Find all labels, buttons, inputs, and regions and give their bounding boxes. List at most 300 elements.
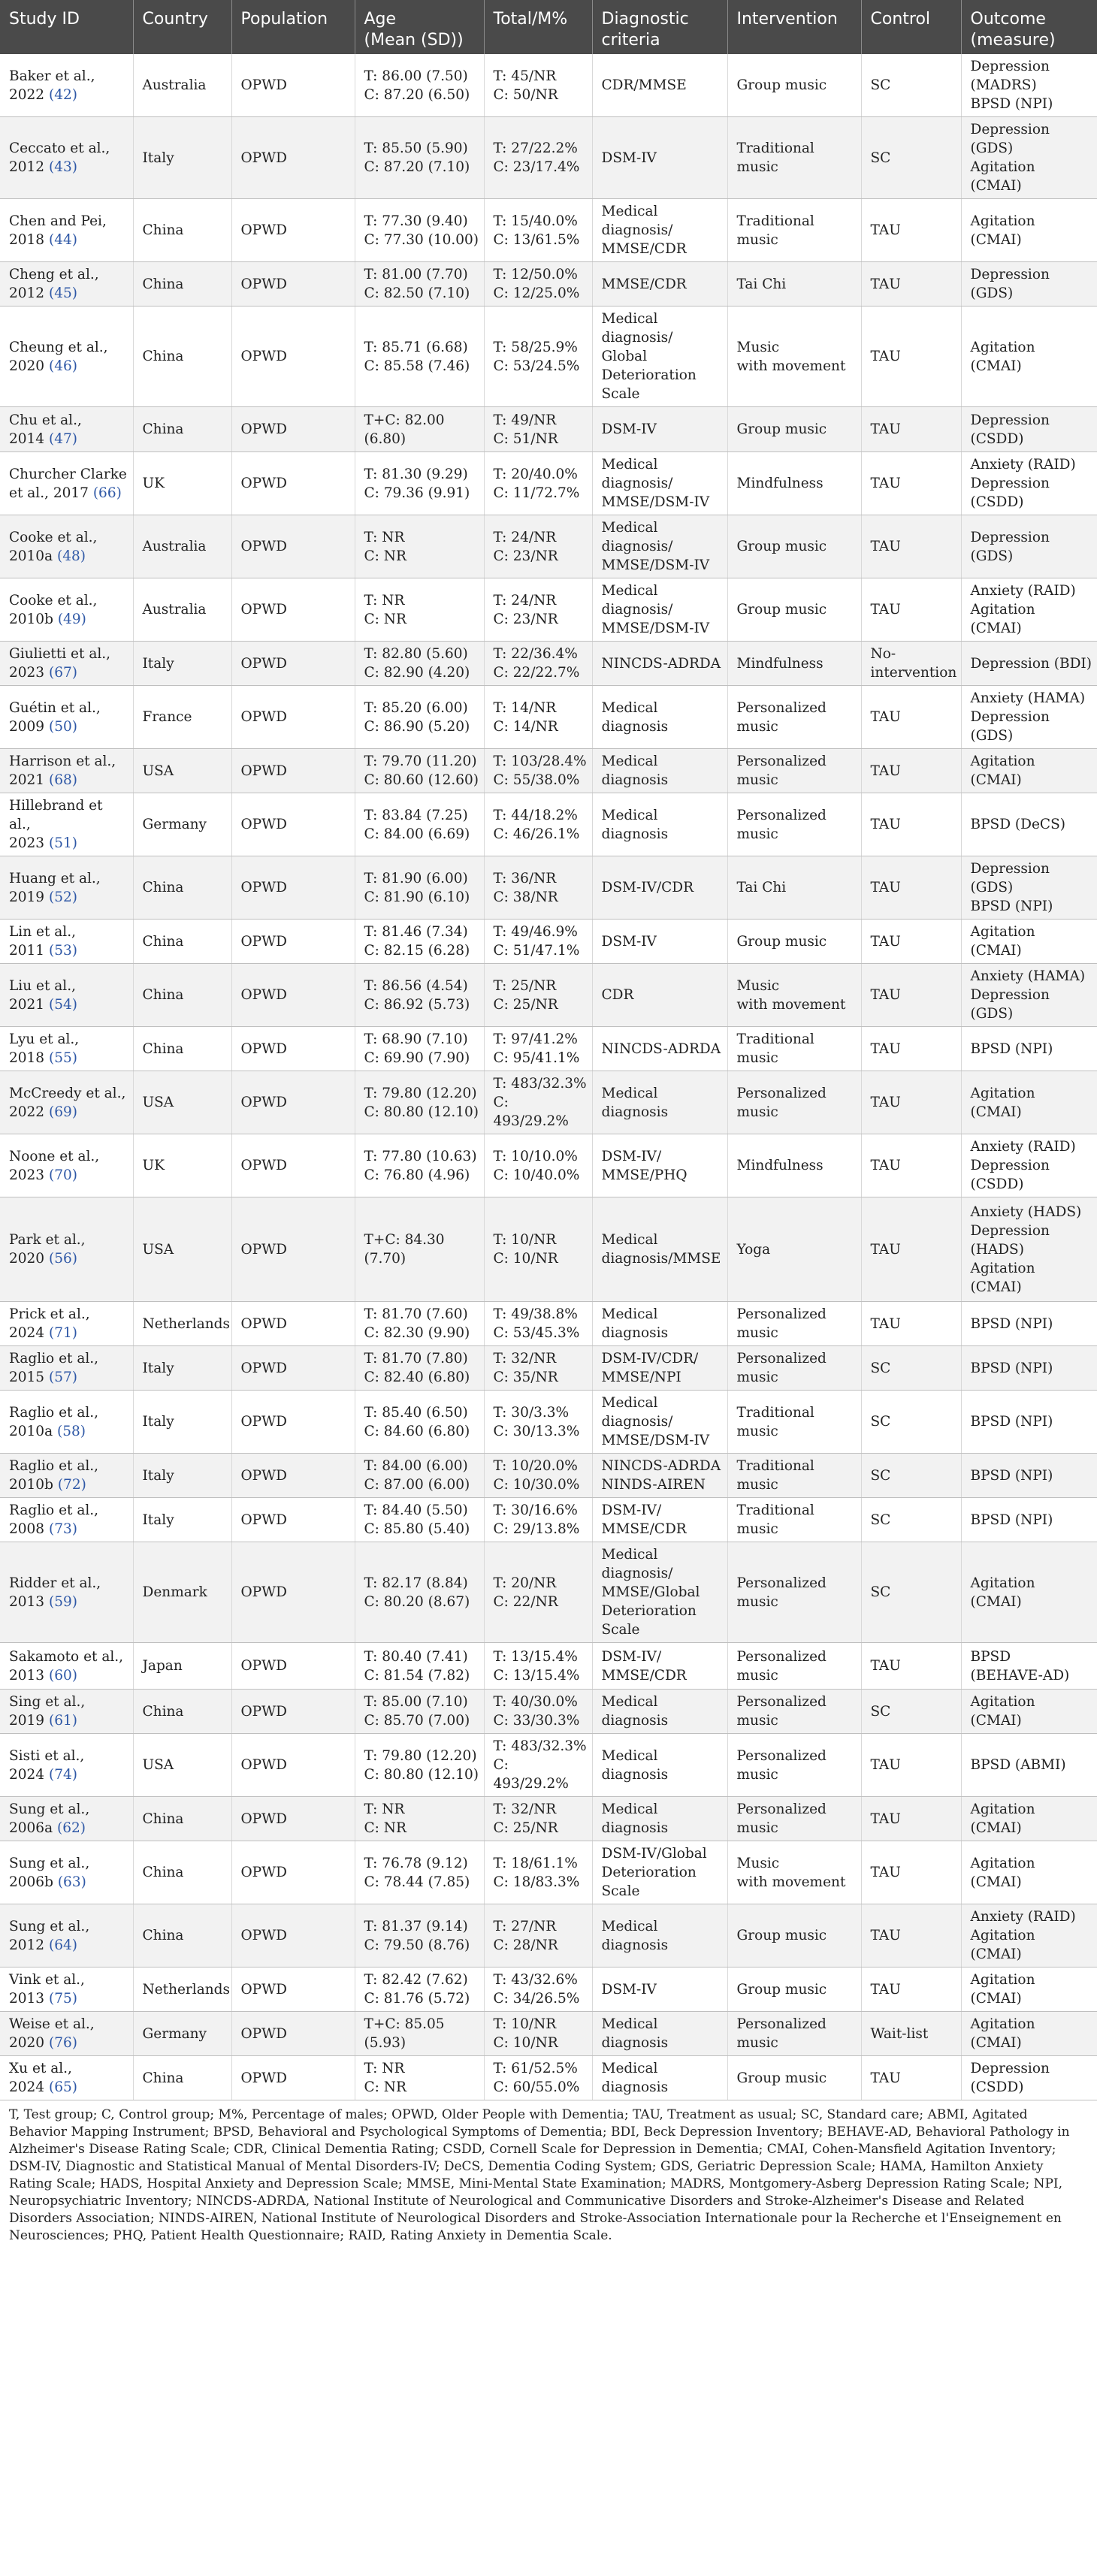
cell-population: OPWD — [231, 1797, 355, 1841]
cell-country: USA — [133, 1734, 231, 1797]
cell-intervention: Personalized music — [727, 1643, 861, 1690]
table-row — [0, 1391, 1097, 1454]
cell-total: T: 61/52.5% C: 60/55.0% — [484, 2056, 592, 2100]
cell-diagnostic-criteria: Medical diagnosis — [592, 1904, 727, 1967]
cell-population: OPWD — [231, 642, 355, 686]
cell-outcome: Agitation (CMAI) — [961, 2012, 1097, 2056]
reference-link[interactable]: (70) — [48, 1167, 77, 1183]
cell-country: China — [133, 1904, 231, 1967]
cell-control: TAU — [861, 1027, 961, 1071]
reference-link[interactable]: (63) — [57, 1874, 86, 1890]
table-row — [0, 2056, 1097, 2100]
cell-population: OPWD — [231, 1197, 355, 1302]
cell-age: T: 85.00 (7.10) C: 85.70 (7.00) — [355, 1690, 484, 1734]
cell-country: China — [133, 856, 231, 920]
cell-population: OPWD — [231, 2056, 355, 2100]
cell-control: SC — [861, 1542, 961, 1643]
cell-outcome: Anxiety (RAID) Agitation (CMAI) — [961, 578, 1097, 642]
cell-total: T: 10/10.0% C: 10/40.0% — [484, 1134, 592, 1197]
cell-diagnostic-criteria: Medical diagnosis — [592, 2056, 727, 2100]
table-row — [0, 1071, 1097, 1134]
cell-control: TAU — [861, 199, 961, 262]
cell-diagnostic-criteria: MMSE/CDR — [592, 262, 727, 307]
cell-diagnostic-criteria: Medical diagnosis — [592, 1071, 727, 1134]
table-body — [0, 54, 1097, 2100]
cell-intervention: Music with movement — [727, 1841, 861, 1904]
cell-population: OPWD — [231, 1904, 355, 1967]
reference-link[interactable]: (60) — [48, 1667, 77, 1684]
table-row — [0, 515, 1097, 578]
cell-control: TAU — [861, 1197, 961, 1302]
reference-link[interactable]: (61) — [48, 1713, 77, 1729]
reference-link[interactable]: (72) — [57, 1477, 86, 1493]
table-footnote: T, Test group; C, Control group; M%, Percentage of males; OPWD, Older People with Dementia; TAU, Treatment as usual; SC, Standard care; ABMI, Agitated Behavior Mapping Instrument; BPSD, Behavioral and Psychological Symptoms of Dementia; BDI, Beck Depression Inventory; BEHAVE-AD, Behavioral Pathology in Alzheimer's Disease Rating Scale; CDR, Clinical Dementia Rating; CSDD, Cornell Scale for Depression in Dementia; CMAI, Cohen-Mansfield Agitation Inventory; DSM-IV, Diagnostic and Statistical Manual of Mental Disorders-IV; DeCS, Dementia Coding System; GDS, Geriatric Depression Scale; HAMA, Hamilton Anxiety Rating Scale; HADS, Hospital Anxiety and Depression Scale; MMSE, Mini-Mental State Examination; MADRS, Montgomery-Asberg Depression Rating Scale; NPI, Neuropsychiatric Inventory; NINCDS-ADRDA, National Institute of Neurological and Communicative Disorders and Stroke-Alzheimer's Disease and Related Disorders Association; NINDS-AIREN, National Institute of Neurological Disorders and Stroke-Association Internationale pour la Recherche et l'Enseignement en Neurosciences; PHQ, Patient Health Questionnaire; RAID, Rating Anxiety in Dementia Scale. — [9, 2107, 1070, 2243]
table-row — [0, 117, 1097, 199]
cell-total: T: 103/28.4% C: 55/38.0% — [484, 749, 592, 793]
reference-link[interactable]: (71) — [48, 1325, 77, 1341]
reference-link[interactable]: (66) — [92, 485, 122, 501]
reference-link[interactable]: (68) — [48, 772, 77, 788]
table-header — [0, 0, 1097, 54]
cell-intervention: Traditional music — [727, 199, 861, 262]
header-population: Population — [231, 0, 355, 54]
cell-diagnostic-criteria: Medical diagnosis/ Global Deterioration Scale — [592, 307, 727, 407]
cell-population: OPWD — [231, 1346, 355, 1391]
table-row — [0, 262, 1097, 307]
header-country: Country — [133, 0, 231, 54]
cell-study-id — [0, 920, 133, 964]
table-row — [0, 407, 1097, 452]
cell-age: T: NR C: NR — [355, 1797, 484, 1841]
cell-study-id — [0, 515, 133, 578]
cell-control: TAU — [861, 964, 961, 1027]
cell-country: Italy — [133, 1498, 231, 1542]
cell-intervention: Traditional music — [727, 1454, 861, 1498]
cell-intervention: Group music — [727, 2056, 861, 2100]
reference-link[interactable]: (49) — [57, 611, 86, 627]
table-row — [0, 452, 1097, 515]
study-name: Chu et al., 2014 — [9, 412, 82, 447]
reference-link[interactable]: (73) — [48, 1521, 77, 1537]
cell-study-id — [0, 307, 133, 407]
cell-diagnostic-criteria: DSM-IV/Global Deterioration Scale — [592, 1841, 727, 1904]
cell-total: T: 58/25.9% C: 53/24.5% — [484, 307, 592, 407]
cell-outcome: BPSD (NPI) — [961, 1391, 1097, 1454]
cell-intervention: Group music — [727, 407, 861, 452]
cell-age: T: 86.56 (4.54) C: 86.92 (5.73) — [355, 964, 484, 1027]
cell-intervention: Mindfulness — [727, 642, 861, 686]
cell-diagnostic-criteria: Medical diagnosis/ MMSE/DSM-IV — [592, 1391, 727, 1454]
cell-population: OPWD — [231, 1643, 355, 1690]
cell-population: OPWD — [231, 407, 355, 452]
header-study-id: Study ID — [0, 0, 133, 54]
cell-outcome: BPSD (NPI) — [961, 1346, 1097, 1391]
cell-country: China — [133, 307, 231, 407]
study-name: Raglio et al., 2015 — [9, 1351, 99, 1385]
cell-population: OPWD — [231, 856, 355, 920]
cell-diagnostic-criteria: Medical diagnosis/ MMSE/DSM-IV — [592, 515, 727, 578]
cell-study-id — [0, 1734, 133, 1797]
study-name: Raglio et al., 2008 — [9, 1502, 99, 1537]
cell-diagnostic-criteria: DSM-IV — [592, 407, 727, 452]
reference-link[interactable]: (50) — [48, 718, 77, 735]
cell-total: T: 14/NR C: 14/NR — [484, 686, 592, 749]
cell-country: UK — [133, 452, 231, 515]
study-name: Giulietti et al., 2023 — [9, 646, 111, 681]
cell-study-id — [0, 117, 133, 199]
reference-link[interactable]: (74) — [48, 1766, 77, 1783]
cell-intervention: Group music — [727, 1904, 861, 1967]
study-name: Harrison et al., 2021 — [9, 753, 116, 788]
cell-outcome: Agitation (CMAI) — [961, 1071, 1097, 1134]
cell-study-id — [0, 1643, 133, 1690]
cell-age: T: 85.20 (6.00) C: 86.90 (5.20) — [355, 686, 484, 749]
cell-study-id — [0, 1690, 133, 1734]
table-row — [0, 1690, 1097, 1734]
cell-control: SC — [861, 1498, 961, 1542]
reference-link[interactable]: (59) — [48, 1593, 77, 1610]
cell-age: T: 85.50 (5.90) C: 87.20 (7.10) — [355, 117, 484, 199]
cell-total: T: 97/41.2% C: 95/41.1% — [484, 1027, 592, 1071]
table-row — [0, 1302, 1097, 1346]
cell-intervention: Mindfulness — [727, 1134, 861, 1197]
header-diagnostic-criteria: Diagnostic criteria — [592, 0, 727, 54]
reference-link[interactable]: (42) — [48, 86, 77, 103]
reference-link[interactable]: (52) — [48, 889, 77, 905]
study-name: Cooke et al., 2010b — [9, 592, 98, 627]
cell-diagnostic-criteria: DSM-IV/ MMSE/CDR — [592, 1498, 727, 1542]
cell-country: China — [133, 2056, 231, 2100]
reference-link[interactable]: (76) — [48, 2035, 77, 2051]
reference-link[interactable]: (64) — [48, 1937, 77, 1953]
cell-control: SC — [861, 1346, 961, 1391]
cell-total: T: 30/3.3% C: 30/13.3% — [484, 1391, 592, 1454]
cell-total: T: 24/NR C: 23/NR — [484, 578, 592, 642]
cell-country: China — [133, 407, 231, 452]
cell-age: T: 77.30 (9.40) C: 77.30 (10.00) — [355, 199, 484, 262]
cell-intervention: Mindfulness — [727, 452, 861, 515]
reference-link[interactable]: (58) — [57, 1423, 86, 1439]
study-name: Cooke et al., 2010a — [9, 529, 98, 564]
cell-total: T: 10/20.0% C: 10/30.0% — [484, 1454, 592, 1498]
table-row — [0, 642, 1097, 686]
study-name: Guétin et al., 2009 — [9, 699, 101, 735]
study-name: Sakamoto et al., 2013 — [9, 1648, 124, 1684]
cell-country: Italy — [133, 117, 231, 199]
cell-total: T: 27/22.2% C: 23/17.4% — [484, 117, 592, 199]
study-name: Lin et al., 2011 — [9, 924, 76, 959]
study-name: Liu et al., 2021 — [9, 977, 76, 1013]
cell-intervention: Traditional music — [727, 117, 861, 199]
cell-population: OPWD — [231, 1734, 355, 1797]
header-age: Age (Mean (SD)) — [355, 0, 484, 54]
reference-link[interactable]: (47) — [48, 430, 77, 447]
cell-study-id — [0, 1454, 133, 1498]
cell-study-id — [0, 1904, 133, 1967]
study-name: Noone et al., 2023 — [9, 1148, 100, 1183]
table-row — [0, 1454, 1097, 1498]
cell-country: France — [133, 686, 231, 749]
cell-study-id — [0, 1841, 133, 1904]
table-row — [0, 307, 1097, 407]
cell-outcome: Depression (GDS) — [961, 515, 1097, 578]
table-row — [0, 964, 1097, 1027]
study-name: Park et al., 2020 — [9, 1232, 86, 1267]
cell-total: T: 483/32.3% C: 493/29.2% — [484, 1734, 592, 1797]
cell-country: China — [133, 920, 231, 964]
study-name: Cheng et al., 2012 — [9, 267, 99, 301]
cell-outcome: Agitation (CMAI) — [961, 1690, 1097, 1734]
cell-control: TAU — [861, 1302, 961, 1346]
cell-diagnostic-criteria: NINCDS-ADRDA — [592, 1027, 727, 1071]
reference-link[interactable]: (44) — [48, 231, 77, 248]
study-name: Hillebrand et al., 2023 — [9, 798, 103, 851]
cell-age: T: 81.30 (9.29) C: 79.36 (9.91) — [355, 452, 484, 515]
cell-control: TAU — [861, 307, 961, 407]
cell-country: Italy — [133, 642, 231, 686]
cell-intervention: Music with movement — [727, 307, 861, 407]
cell-outcome: Anxiety (HADS) Depression (HADS) Agitation (CMAI) — [961, 1197, 1097, 1302]
table-row — [0, 578, 1097, 642]
cell-country: USA — [133, 749, 231, 793]
study-name: Sung et al., 2006b — [9, 1855, 90, 1890]
cell-study-id — [0, 2012, 133, 2056]
cell-age: T: 82.80 (5.60) C: 82.90 (4.20) — [355, 642, 484, 686]
cell-intervention: Personalized music — [727, 1734, 861, 1797]
cell-study-id — [0, 199, 133, 262]
cell-diagnostic-criteria: Medical diagnosis — [592, 1302, 727, 1346]
reference-link[interactable]: (46) — [48, 358, 77, 374]
cell-study-id — [0, 686, 133, 749]
cell-control: SC — [861, 1690, 961, 1734]
cell-population: OPWD — [231, 117, 355, 199]
study-name: Raglio et al., 2010a — [9, 1404, 99, 1439]
cell-total: T: 22/36.4% C: 22/22.7% — [484, 642, 592, 686]
cell-total: T: 32/NR C: 35/NR — [484, 1346, 592, 1391]
cell-outcome: BPSD (ABMI) — [961, 1734, 1097, 1797]
cell-diagnostic-criteria: Medical diagnosis — [592, 749, 727, 793]
cell-outcome: Depression (CSDD) — [961, 2056, 1097, 2100]
cell-diagnostic-criteria: DSM-IV/ MMSE/CDR — [592, 1643, 727, 1690]
cell-outcome: Anxiety (RAID) Agitation (CMAI) — [961, 1904, 1097, 1967]
cell-age: T: NR C: NR — [355, 515, 484, 578]
cell-population: OPWD — [231, 1302, 355, 1346]
header-row — [0, 0, 1097, 54]
cell-age: T: 85.40 (6.50) C: 84.60 (6.80) — [355, 1391, 484, 1454]
reference-link[interactable]: (54) — [48, 996, 77, 1013]
cell-study-id — [0, 407, 133, 452]
cell-intervention: Group music — [727, 54, 861, 117]
study-name: Cheung et al., 2020 — [9, 339, 108, 374]
table-row — [0, 1841, 1097, 1904]
cell-intervention: Personalized music — [727, 1542, 861, 1643]
cell-control: SC — [861, 1391, 961, 1454]
table-row — [0, 1904, 1097, 1967]
cell-outcome: Depression (GDS) BPSD (NPI) — [961, 856, 1097, 920]
cell-outcome: Agitation (CMAI) — [961, 199, 1097, 262]
cell-total: T: 36/NR C: 38/NR — [484, 856, 592, 920]
cell-diagnostic-criteria: DSM-IV/CDR/ MMSE/NPI — [592, 1346, 727, 1391]
cell-intervention: Traditional music — [727, 1498, 861, 1542]
cell-country: Australia — [133, 54, 231, 117]
cell-study-id — [0, 642, 133, 686]
cell-age: T: 81.70 (7.60) C: 82.30 (9.90) — [355, 1302, 484, 1346]
cell-total: T: 20/NR C: 22/NR — [484, 1542, 592, 1643]
cell-intervention: Personalized music — [727, 1346, 861, 1391]
cell-age: T: 86.00 (7.50) C: 87.20 (6.50) — [355, 54, 484, 117]
cell-control: TAU — [861, 1797, 961, 1841]
cell-control: SC — [861, 54, 961, 117]
cell-country: Italy — [133, 1346, 231, 1391]
cell-study-id — [0, 793, 133, 856]
cell-population: OPWD — [231, 1498, 355, 1542]
table-row — [0, 1734, 1097, 1797]
cell-diagnostic-criteria: DSM-IV — [592, 920, 727, 964]
cell-control: TAU — [861, 407, 961, 452]
cell-diagnostic-criteria: DSM-IV — [592, 1967, 727, 2012]
cell-country: Germany — [133, 2012, 231, 2056]
cell-outcome: Agitation (CMAI) — [961, 1542, 1097, 1643]
cell-age: T: 85.71 (6.68) C: 85.58 (7.46) — [355, 307, 484, 407]
reference-link[interactable]: (67) — [48, 665, 77, 681]
cell-study-id — [0, 452, 133, 515]
cell-country: China — [133, 1690, 231, 1734]
cell-age: T+C: 82.00 (6.80) — [355, 407, 484, 452]
cell-diagnostic-criteria: Medical diagnosis/MMSE — [592, 1197, 727, 1302]
cell-control: TAU — [861, 1643, 961, 1690]
cell-outcome: Agitation (CMAI) — [961, 1841, 1097, 1904]
study-name: Baker et al., 2022 — [9, 68, 95, 103]
cell-control: TAU — [861, 1734, 961, 1797]
table-row — [0, 1197, 1097, 1302]
cell-age: T: 81.00 (7.70) C: 82.50 (7.10) — [355, 262, 484, 307]
cell-diagnostic-criteria: Medical diagnosis — [592, 1797, 727, 1841]
cell-country: China — [133, 964, 231, 1027]
cell-study-id — [0, 1302, 133, 1346]
cell-age: T: 68.90 (7.10) C: 69.90 (7.90) — [355, 1027, 484, 1071]
cell-total: T: 10/NR C: 10/NR — [484, 2012, 592, 2056]
cell-country: USA — [133, 1197, 231, 1302]
header-control: Control — [861, 0, 961, 54]
cell-total: T: 10/NR C: 10/NR — [484, 1197, 592, 1302]
cell-population: OPWD — [231, 920, 355, 964]
cell-control: TAU — [861, 1841, 961, 1904]
cell-study-id — [0, 54, 133, 117]
cell-country: Australia — [133, 578, 231, 642]
cell-control: TAU — [861, 262, 961, 307]
cell-study-id — [0, 749, 133, 793]
study-name: Vink et al., 2013 — [9, 1972, 85, 2007]
reference-link[interactable]: (65) — [48, 2079, 77, 2095]
reference-link[interactable]: (51) — [48, 835, 77, 851]
cell-intervention: Personalized music — [727, 793, 861, 856]
cell-outcome: Depression (BDI) — [961, 642, 1097, 686]
cell-age: T: 79.80 (12.20) C: 80.80 (12.10) — [355, 1071, 484, 1134]
reference-link[interactable]: (53) — [48, 943, 77, 959]
cell-control: TAU — [861, 1071, 961, 1134]
cell-outcome: Depression (GDS) Agitation (CMAI) — [961, 117, 1097, 199]
cell-country: Japan — [133, 1643, 231, 1690]
cell-control: TAU — [861, 1134, 961, 1197]
cell-total: T: 49/NR C: 51/NR — [484, 407, 592, 452]
reference-link[interactable]: (62) — [57, 1820, 86, 1836]
cell-study-id — [0, 578, 133, 642]
reference-link[interactable]: (55) — [48, 1050, 77, 1066]
cell-population: OPWD — [231, 1967, 355, 2012]
cell-study-id — [0, 856, 133, 920]
reference-link[interactable]: (57) — [48, 1370, 77, 1385]
cell-control: Wait-list — [861, 2012, 961, 2056]
cell-study-id — [0, 1797, 133, 1841]
cell-country: China — [133, 262, 231, 307]
cell-age: T: 77.80 (10.63) C: 76.80 (4.96) — [355, 1134, 484, 1197]
cell-diagnostic-criteria: DSM-IV/CDR — [592, 856, 727, 920]
cell-total: T: 49/46.9% C: 51/47.1% — [484, 920, 592, 964]
reference-link[interactable]: (69) — [48, 1104, 77, 1120]
cell-control: TAU — [861, 686, 961, 749]
cell-diagnostic-criteria: Medical diagnosis/ MMSE/CDR — [592, 199, 727, 262]
cell-total: T: 15/40.0% C: 13/61.5% — [484, 199, 592, 262]
reference-link[interactable]: (56) — [48, 1251, 77, 1267]
cell-outcome: Depression (CSDD) — [961, 407, 1097, 452]
cell-age: T: 79.70 (11.20) C: 80.60 (12.60) — [355, 749, 484, 793]
cell-intervention: Traditional music — [727, 1391, 861, 1454]
table-row — [0, 1498, 1097, 1542]
table-row — [0, 856, 1097, 920]
cell-study-id — [0, 1967, 133, 2012]
cell-age: T: 82.42 (7.62) C: 81.76 (5.72) — [355, 1967, 484, 2012]
cell-intervention: Personalized music — [727, 2012, 861, 2056]
cell-age: T+C: 84.30 (7.70) — [355, 1197, 484, 1302]
cell-total: T: 20/40.0% C: 11/72.7% — [484, 452, 592, 515]
study-name: Chen and Pei, 2018 — [9, 213, 107, 248]
cell-control: TAU — [861, 793, 961, 856]
header-outcome: Outcome (measure) — [961, 0, 1097, 54]
reference-link[interactable]: (43) — [48, 159, 77, 175]
cell-intervention: Tai Chi — [727, 856, 861, 920]
cell-intervention: Group music — [727, 1967, 861, 2012]
cell-control: TAU — [861, 856, 961, 920]
reference-link[interactable]: (45) — [48, 285, 77, 301]
table-row — [0, 793, 1097, 856]
cell-population: OPWD — [231, 515, 355, 578]
cell-country: China — [133, 1797, 231, 1841]
cell-age: T: 79.80 (12.20) C: 80.80 (12.10) — [355, 1734, 484, 1797]
table-row — [0, 1134, 1097, 1197]
study-name: Sing et al., 2019 — [9, 1694, 86, 1729]
cell-country: Italy — [133, 1391, 231, 1454]
reference-link[interactable]: (75) — [48, 1991, 77, 2007]
cell-study-id — [0, 1346, 133, 1391]
cell-total: T: 483/32.3% C: 493/29.2% — [484, 1071, 592, 1134]
cell-population: OPWD — [231, 964, 355, 1027]
reference-link[interactable]: (48) — [57, 548, 86, 564]
table-row — [0, 199, 1097, 262]
cell-intervention: Group music — [727, 920, 861, 964]
cell-total: T: 12/50.0% C: 12/25.0% — [484, 262, 592, 307]
study-name: Raglio et al., 2010b — [9, 1458, 99, 1493]
cell-control: TAU — [861, 749, 961, 793]
cell-country: China — [133, 1027, 231, 1071]
cell-total: T: 44/18.2% C: 46/26.1% — [484, 793, 592, 856]
cell-control: TAU — [861, 1904, 961, 1967]
cell-control: SC — [861, 117, 961, 199]
cell-study-id — [0, 262, 133, 307]
cell-population: OPWD — [231, 578, 355, 642]
table-row — [0, 686, 1097, 749]
cell-control: TAU — [861, 1967, 961, 2012]
cell-total: T: 40/30.0% C: 33/30.3% — [484, 1690, 592, 1734]
